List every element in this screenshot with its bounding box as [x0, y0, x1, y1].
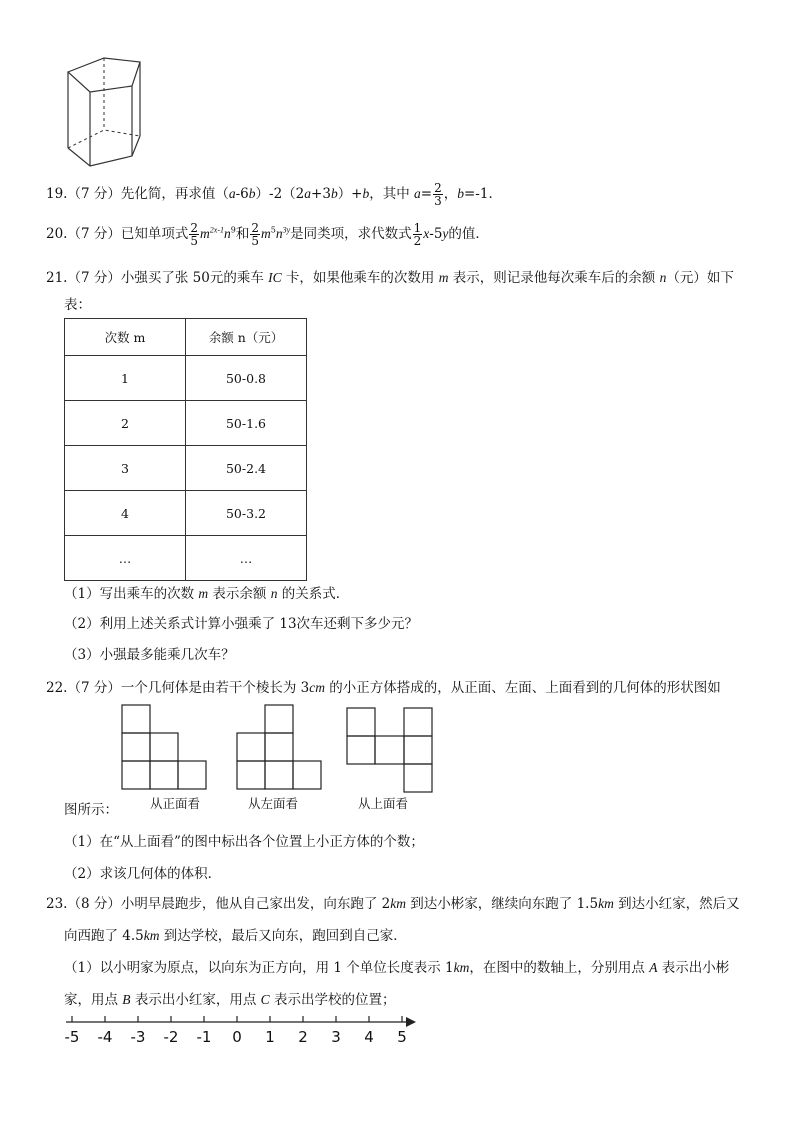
axis-tick-label: -3 [130, 1028, 146, 1046]
question-21-sub3: （3）小强最多能乘几次车？ [64, 647, 235, 663]
question-22-sub1: （1）在“从上面看”的图中标出各个位置上小正方体的个数； [64, 834, 424, 850]
table-row: 3 50-2.4 [65, 446, 307, 491]
axis-tick-label: 0 [232, 1028, 242, 1046]
axis-tick-label: 1 [265, 1028, 275, 1046]
question-21-sub2: （2）利用上述关系式计算小强乘了 13次车还剩下多少元？ [64, 616, 419, 632]
front-view-figure [121, 704, 209, 790]
question-19: 19.（7 分）先化简，再求值（a-6b）-2（2a+3b）+b，其中 a= $\frac{2}{3}$ ，b=-1． [46, 181, 502, 208]
question-20: 20.（7 分）已知单项式 $\frac{2}{5}$ $m^{2x-1}n^9$和 $\frac{2}{5}$ $m^5n^{3y}$是同类项，求代数式 $\frac{1}{2}$ x-5y的值． [46, 221, 489, 248]
axis-tick-label: -1 [196, 1028, 212, 1046]
question-22: 22.（7 分）一个几何体是由若干个棱长为 3cm 的小正方体搭成的，从正面、左面、上面看到的几何体的形状图如 [46, 680, 721, 696]
top-view-label: 从上面看 [358, 796, 409, 811]
question-21-line2: 表： [64, 297, 91, 313]
question-23-sub1: （1）以小明家为原点，以向东为正方向，用 1 个单位长度表示 1km，在图中的数轴上，分别用点 A 表示出小彬 [64, 960, 730, 976]
question-21-sub1: （1）写出乘车的次数 m 表示余额 n 的关系式． [64, 586, 350, 602]
number-line [56, 1012, 426, 1048]
axis-tick-label: 5 [397, 1028, 407, 1046]
left-view-figure [236, 704, 324, 790]
table-header-cell: 次数 m [65, 319, 186, 356]
question-23-sub1-cont: 家，用点 B 表示出小红家，用点 C 表示出学校的位置； [64, 992, 396, 1008]
table-row: 2 50-1.6 [65, 401, 307, 446]
left-view-label: 从左面看 [248, 796, 299, 811]
table-row: 1 50-0.8 [65, 356, 307, 401]
axis-tick-label: 4 [364, 1028, 374, 1046]
pentagonal-prism-figure [60, 52, 160, 174]
table-header-row [65, 319, 307, 356]
axis-tick-label: 3 [331, 1028, 341, 1046]
axis-tick-label: -2 [163, 1028, 179, 1046]
question-22-suffix: 图所示： [64, 802, 118, 818]
table-header-cell: 余额 n（元） [186, 319, 307, 356]
question-23-line2: 向西跑了 4.5km 到达学校，最后又向东，跑回到自己家． [64, 928, 407, 944]
axis-tick-label: -5 [64, 1028, 80, 1046]
axis-tick-label: -4 [97, 1028, 113, 1046]
front-view-label: 从正面看 [150, 796, 201, 811]
question-22-sub2: （2）求该几何体的体积． [64, 866, 222, 882]
question-23: 23.（8 分）小明早晨跑步，他从自己家出发，向东跑了 2km 到达小彬家，继续向东跑了 1.5km 到达小红家，然后又 [46, 896, 740, 912]
fare-table [64, 318, 307, 581]
table-row: 4 50-3.2 [65, 491, 307, 536]
table-row: … … [65, 536, 307, 581]
axis-tick-label: 2 [298, 1028, 308, 1046]
top-view-figure [346, 707, 436, 793]
question-21: 21.（7 分）小强买了张 50元的乘车 IC 卡，如果他乘车的次数用 m 表示，则记录他每次乘车后的余额 n（元）如下 [46, 270, 734, 286]
fraction: $\frac{2}{3}$ [434, 181, 442, 208]
